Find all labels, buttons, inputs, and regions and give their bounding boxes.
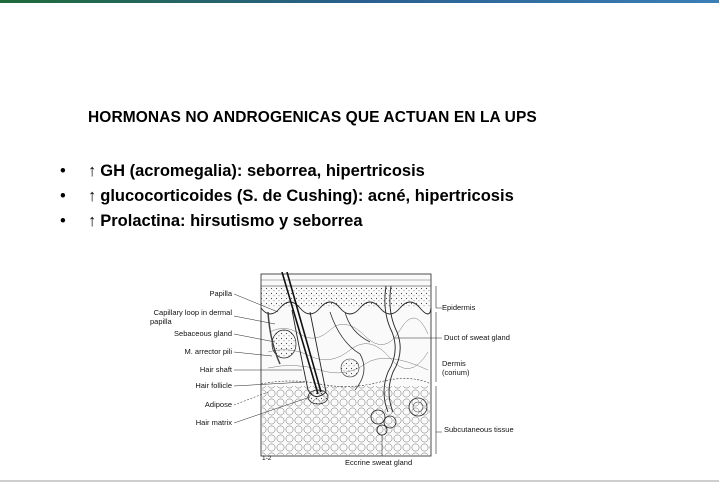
bullet-text	[88, 212, 363, 231]
top-accent-bar	[0, 0, 719, 3]
bullet-label: Prolactina: hirsutismo y seborrea	[100, 212, 363, 230]
label-sebaceous-gland: Sebaceous gland	[174, 329, 232, 338]
label-capillary-loop: Capillary loop in dermal	[153, 308, 232, 317]
bullet-marker: •	[60, 212, 66, 230]
bullet-marker: •	[60, 187, 66, 205]
label-epidermis: Epidermis	[442, 303, 476, 312]
label-eccrine-sweat-gland: Eccrine sweat gland	[345, 458, 413, 467]
label-hair-matrix: Hair matrix	[195, 418, 232, 427]
slide-title: HORMONAS NO ANDROGENICAS QUE ACTUAN EN LA UPS	[88, 109, 537, 126]
bottom-divider	[0, 480, 719, 482]
label-adipose: Adipose	[204, 400, 232, 409]
bullet-label: GH (acromegalia): seborrea, hipertricosis	[100, 162, 425, 180]
label-duct-sweat-gland: Duct of sweat gland	[444, 333, 510, 342]
bullet-label: glucocorticoides (S. de Cushing): acné, hipertricosis	[100, 187, 514, 205]
label-hair-follicle: Hair follicle	[195, 381, 232, 390]
skin-cross-section-figure	[150, 272, 530, 470]
label-corium: (corium)	[442, 368, 470, 377]
bullet-text	[88, 187, 514, 206]
up-arrow-icon: ↑	[88, 162, 97, 180]
bullet-text	[88, 162, 425, 181]
label-hair-shaft: Hair shaft	[199, 365, 232, 374]
bullet-marker: •	[60, 162, 66, 180]
label-subcutaneous-tissue: Subcutaneous tissue	[444, 425, 514, 434]
label-capillary-loop-2: papilla	[150, 317, 172, 326]
label-arrector-pili: M. arrector pili	[184, 347, 232, 356]
up-arrow-icon: ↑	[88, 187, 97, 205]
figure-number: 1-2	[262, 455, 272, 462]
label-papilla: Papilla	[209, 289, 232, 298]
label-dermis: Dermis	[442, 359, 466, 368]
up-arrow-icon: ↑	[88, 212, 97, 230]
